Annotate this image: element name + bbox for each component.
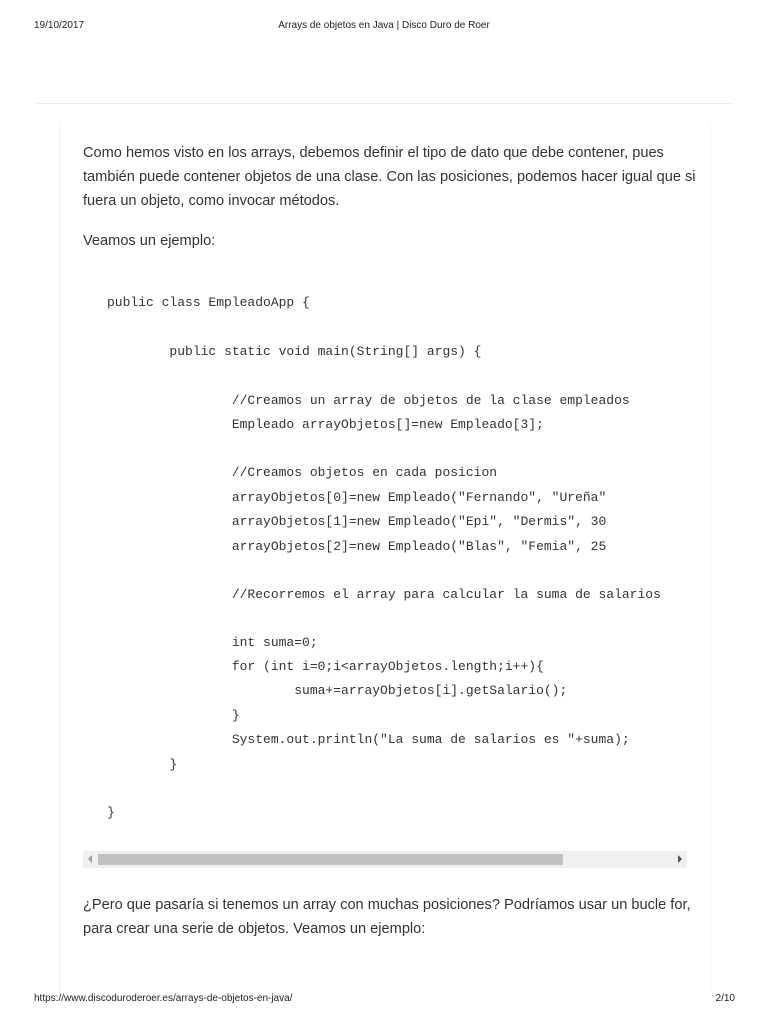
header-divider	[36, 103, 733, 104]
print-url: https://www.discoduroderoer.es/arrays-de-objetos-en-java/	[34, 993, 293, 1004]
intro-line: fuera un objeto, como invocar métodos.	[83, 193, 340, 209]
followup-paragraph	[83, 893, 695, 941]
code-line: public static void main(String[] args) {	[107, 344, 482, 359]
scroll-right-arrow-icon[interactable]	[678, 855, 682, 863]
print-page-number: 2/10	[715, 993, 735, 1004]
code-line: arrayObjetos[1]=new Empleado("Epi", "Dermis", 30	[107, 514, 607, 529]
intro-line: Como hemos visto en los arrays, debemos definir el tipo de dato que debe contener, pues	[83, 145, 664, 161]
intro-line: también puede contener objetos de una clase. Con las posiciones, podemos hacer igual que si	[83, 169, 696, 185]
followup-line: para crear una serie de objetos. Veamos un ejemplo:	[83, 921, 426, 937]
code-line: arrayObjetos[0]=new Empleado("Fernando", "Ureña"	[107, 490, 607, 505]
example-intro-paragraph	[83, 229, 695, 253]
code-line: }	[107, 757, 178, 772]
intro-paragraph	[83, 141, 695, 213]
code-line: //Creamos objetos en cada posicion	[107, 465, 498, 480]
code-line: System.out.println("La suma de salarios es "+suma);	[107, 732, 630, 747]
code-line: arrayObjetos[2]=new Empleado("Blas", "Femia", 25	[107, 539, 607, 554]
example-intro-text: Veamos un ejemplo:	[83, 233, 216, 249]
code-line: }	[107, 708, 240, 723]
code-line: //Recorremos el array para calcular la suma de salarios	[107, 587, 661, 602]
print-page-title: Arrays de objetos en Java | Disco Duro de Roer	[278, 20, 490, 31]
scrollbar-thumb[interactable]	[98, 854, 563, 865]
code-block	[83, 280, 687, 850]
code-line: //Creamos un array de objetos de la clase empleados	[107, 393, 630, 408]
code-line: }	[107, 805, 115, 820]
code-line: Empleado arrayObjetos[]=new Empleado[3];	[107, 417, 544, 432]
code-line: public class EmpleadoApp {	[107, 295, 310, 310]
code-line: for (int i=0;i<arrayObjetos.length;i++){	[107, 659, 544, 674]
print-header	[0, 0, 768, 40]
followup-line: ¿Pero que pasaría si tenemos un array con muchas posiciones? Podríamos usar un bucle for,	[83, 897, 691, 913]
code-horizontal-scrollbar[interactable]	[83, 851, 687, 868]
print-date: 19/10/2017	[34, 20, 85, 31]
code-line: suma+=arrayObjetos[i].getSalario();	[107, 683, 568, 698]
print-footer	[0, 990, 768, 1010]
code-line: int suma=0;	[107, 635, 318, 650]
content-card-right-edge	[710, 122, 711, 992]
scroll-left-arrow-icon[interactable]	[88, 855, 92, 863]
